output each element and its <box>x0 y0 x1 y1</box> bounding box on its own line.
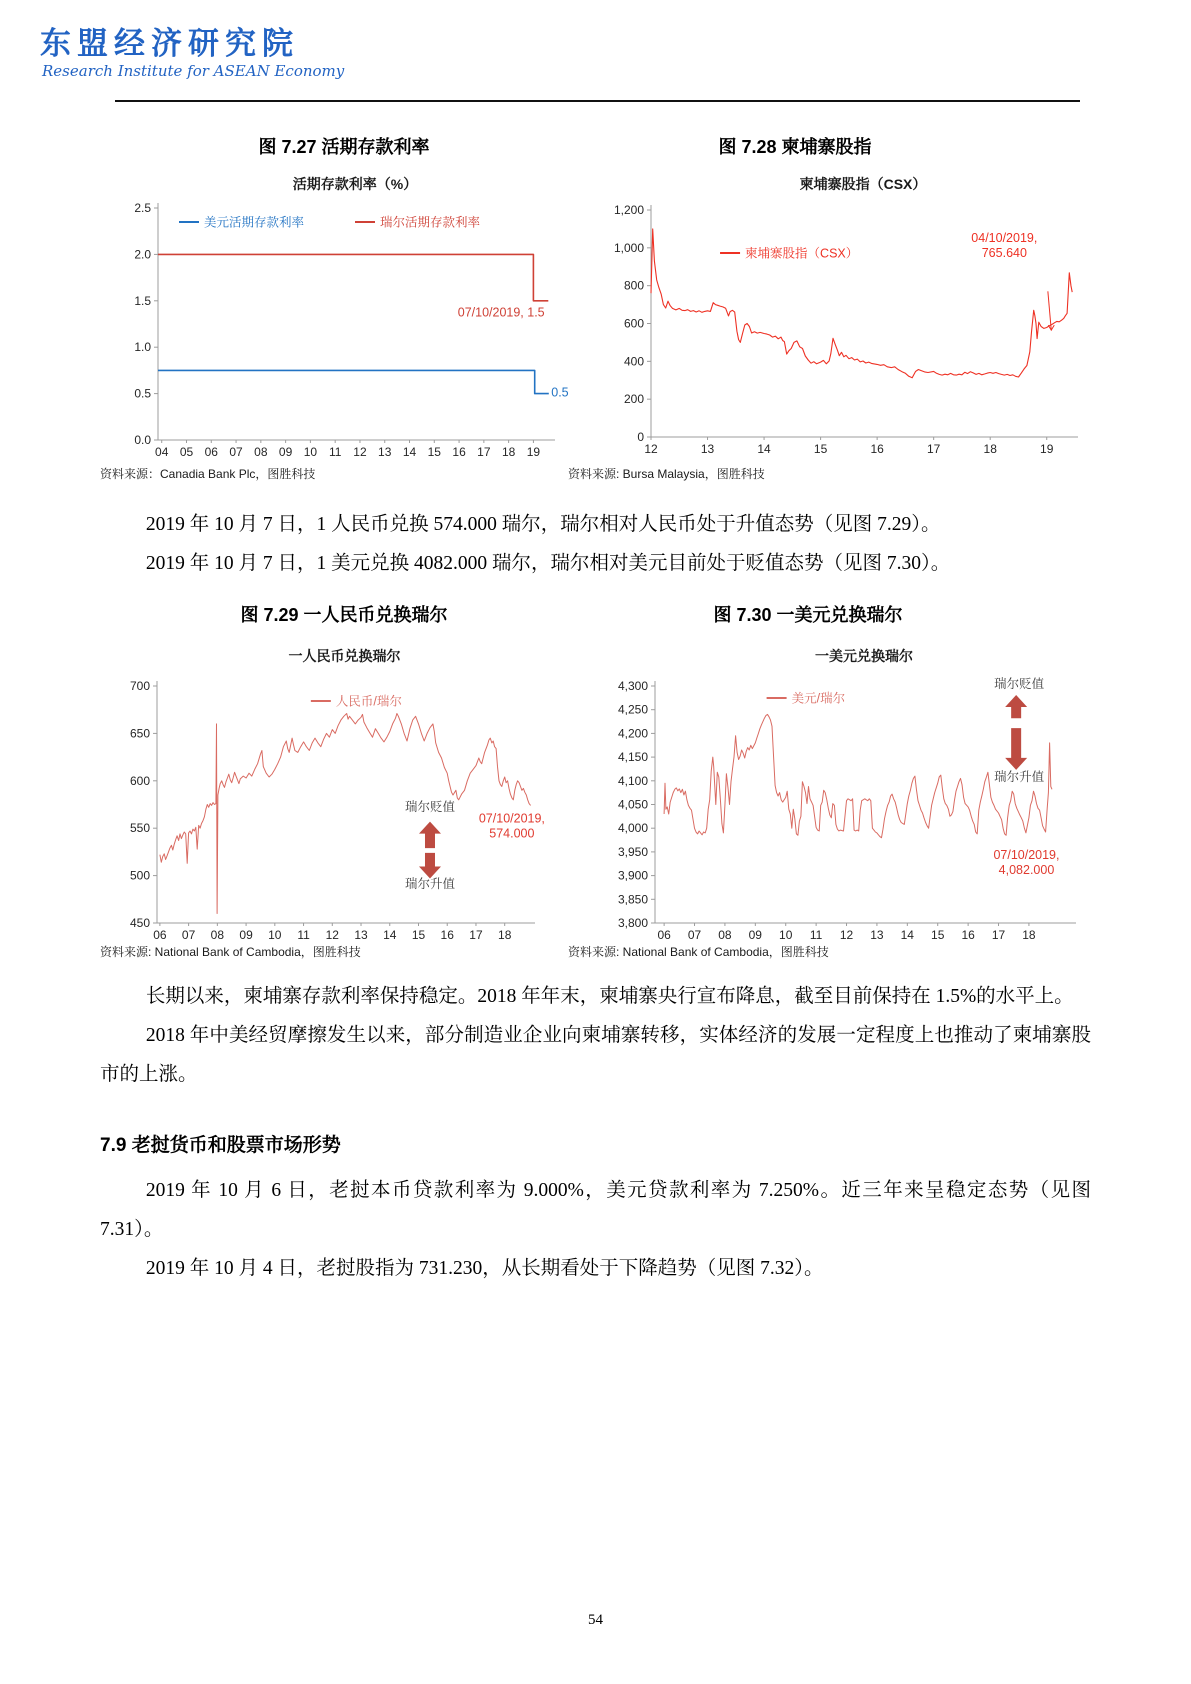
svg-text:16: 16 <box>870 442 884 456</box>
svg-text:16: 16 <box>961 928 975 942</box>
svg-text:600: 600 <box>129 773 150 788</box>
svg-text:瑞尔活期存款利率: 瑞尔活期存款利率 <box>380 215 481 230</box>
svg-text:12: 12 <box>644 442 658 456</box>
svg-text:600: 600 <box>623 316 644 331</box>
svg-text:4,050: 4,050 <box>617 797 648 812</box>
figures-row-2 <box>0 603 1191 961</box>
svg-text:15: 15 <box>411 928 426 942</box>
svg-text:04: 04 <box>155 445 169 459</box>
svg-text:08: 08 <box>718 928 732 942</box>
svg-text:18: 18 <box>1022 928 1036 942</box>
svg-text:07/10/2019,: 07/10/2019, <box>993 848 1060 863</box>
figure-caption-7-27: 图 7.27 活期存款利率 <box>258 137 430 157</box>
svg-text:13: 13 <box>870 928 884 942</box>
svg-text:16: 16 <box>452 445 466 459</box>
figure-caption-7-30: 图 7.30 一美元兑换瑞尔 <box>713 605 903 625</box>
svg-text:18: 18 <box>983 442 997 456</box>
svg-text:13: 13 <box>700 442 715 456</box>
svg-text:06: 06 <box>657 928 671 942</box>
svg-text:4,200: 4,200 <box>617 726 648 741</box>
svg-text:500: 500 <box>129 868 150 883</box>
svg-text:4,000: 4,000 <box>617 821 648 836</box>
svg-text:人民币/瑞尔: 人民币/瑞尔 <box>335 694 402 709</box>
svg-text:0.5: 0.5 <box>551 385 569 400</box>
svg-text:美元/瑞尔: 美元/瑞尔 <box>791 691 846 706</box>
svg-text:07/10/2019, 1.5: 07/10/2019, 1.5 <box>457 305 545 320</box>
svg-text:3,950: 3,950 <box>617 844 648 859</box>
institute-logo-subtitle: Research Institute for ASEAN Economy <box>42 62 345 80</box>
svg-text:3,850: 3,850 <box>617 892 648 907</box>
paragraph-trade-friction: 2018 年中美经贸摩擦发生以来，部分制造业企业向柬埔寨转移，实体经济的发展一定程度上也推动了柬埔寨股市的上涨。 <box>100 1025 1091 1085</box>
figure-caption-7-28: 图 7.28 柬埔寨股指 <box>718 137 872 157</box>
svg-text:13: 13 <box>354 928 368 942</box>
svg-text:1.5: 1.5 <box>134 293 151 308</box>
svg-text:17: 17 <box>469 928 483 942</box>
svg-text:450: 450 <box>129 916 150 930</box>
svg-text:0: 0 <box>637 430 644 444</box>
svg-text:08: 08 <box>254 445 268 459</box>
svg-text:11: 11 <box>809 928 823 942</box>
svg-text:4,100: 4,100 <box>617 773 648 788</box>
figure-7-27 <box>100 135 569 483</box>
page-number: 54 <box>588 1612 603 1628</box>
svg-text:18: 18 <box>498 928 512 942</box>
svg-text:4,082.000: 4,082.000 <box>998 863 1055 878</box>
svg-text:17: 17 <box>991 928 1006 942</box>
svg-text:美元活期存款利率: 美元活期存款利率 <box>204 215 305 230</box>
svg-text:瑞尔升值: 瑞尔升值 <box>994 769 1045 784</box>
deposit-rate-chart <box>100 163 569 463</box>
institute-logo: 东盟经济研究院 <box>40 26 299 62</box>
svg-text:06: 06 <box>153 928 167 942</box>
svg-text:4,250: 4,250 <box>617 702 648 717</box>
svg-text:1,000: 1,000 <box>613 240 644 255</box>
svg-text:12: 12 <box>839 928 854 942</box>
svg-text:574.000: 574.000 <box>489 826 535 841</box>
svg-text:18: 18 <box>501 445 516 459</box>
svg-text:15: 15 <box>931 928 945 942</box>
svg-text:09: 09 <box>748 928 762 942</box>
figure-7-28 <box>568 135 1088 483</box>
svg-text:650: 650 <box>129 726 150 741</box>
svg-text:07: 07 <box>181 928 196 942</box>
svg-text:活期存款利率（%）: 活期存款利率（%） <box>292 176 418 192</box>
svg-text:05: 05 <box>179 445 194 459</box>
svg-text:700: 700 <box>129 679 150 693</box>
svg-text:一美元兑换瑞尔: 一美元兑换瑞尔 <box>815 648 913 664</box>
svg-text:2.0: 2.0 <box>134 247 151 262</box>
svg-text:4,300: 4,300 <box>617 679 648 693</box>
svg-text:瑞尔贬值: 瑞尔贬值 <box>404 800 455 815</box>
header-divider <box>115 100 1080 102</box>
section-heading-7-9: 7.9 老挝货币和股票市场形势 <box>100 1135 341 1156</box>
svg-text:06: 06 <box>204 445 218 459</box>
svg-text:17: 17 <box>926 442 941 456</box>
svg-text:14: 14 <box>383 928 397 942</box>
svg-text:12: 12 <box>353 445 367 459</box>
paragraph-deposit-stability: 长期以来，柬埔寨存款利率保持稳定。2018 年年末，柬埔寨央行宣布降息，截至目前保持在 1.5%的水平上。 <box>145 986 1074 1007</box>
svg-text:04/10/2019,: 04/10/2019, <box>971 231 1038 246</box>
svg-text:3,900: 3,900 <box>617 868 648 883</box>
source-note-7-27: 资料来源：Canadia Bank Plc，图胜科技 <box>100 467 316 481</box>
source-note-7-28: 资料来源: Bursa Malaysia，图胜科技 <box>568 467 765 481</box>
svg-text:16: 16 <box>440 928 454 942</box>
paragraph-laos-rates: 2019 年 10 月 6 日，老挝本币贷款利率为 9.000%，美元贷款利率为 7.250%。近三年来呈稳定态势（见图 7.31）。 <box>100 1180 1091 1240</box>
svg-text:一人民币兑换瑞尔: 一人民币兑换瑞尔 <box>288 648 401 664</box>
svg-text:1,200: 1,200 <box>613 203 644 217</box>
paragraph-laos-index: 2019 年 10 月 4 日，老挝股指为 731.230，从长期看处于下降趋势（见图 7.32）。 <box>145 1258 824 1279</box>
svg-text:0.0: 0.0 <box>134 433 151 447</box>
svg-text:765.640: 765.640 <box>981 246 1027 261</box>
svg-text:800: 800 <box>623 278 644 293</box>
svg-text:07/10/2019,: 07/10/2019, <box>478 811 545 826</box>
svg-text:瑞尔升值: 瑞尔升值 <box>404 876 455 891</box>
svg-text:12: 12 <box>325 928 339 942</box>
svg-text:17: 17 <box>477 445 491 459</box>
svg-text:15: 15 <box>813 442 828 456</box>
svg-text:08: 08 <box>210 928 225 942</box>
svg-text:14: 14 <box>757 442 771 456</box>
svg-text:瑞尔贬值: 瑞尔贬值 <box>994 676 1045 691</box>
paragraph-riel-usd: 2019 年 10 月 7 日，1 美元兑换 4082.000 瑞尔，瑞尔相对美元目前处于贬值态势（见图 7.30）。 <box>145 553 951 574</box>
svg-text:2.5: 2.5 <box>134 201 151 215</box>
paragraph-riel-cny: 2019 年 10 月 7 日，1 人民币兑换 574.000 瑞尔，瑞尔相对人民币处于升值态势（见图 7.29）。 <box>145 514 941 535</box>
svg-text:11: 11 <box>328 445 342 459</box>
svg-text:15: 15 <box>427 445 441 459</box>
svg-text:柬埔寨股指（CSX）: 柬埔寨股指（CSX） <box>799 176 927 192</box>
figures-row-1 <box>0 135 1191 483</box>
figure-caption-7-29: 图 7.29 一人民币兑换瑞尔 <box>240 605 448 625</box>
figure-7-29 <box>100 603 560 961</box>
svg-text:柬埔寨股指（CSX）: 柬埔寨股指（CSX） <box>745 246 859 261</box>
svg-text:09: 09 <box>239 928 253 942</box>
svg-text:4,150: 4,150 <box>617 750 648 765</box>
svg-text:10: 10 <box>303 445 318 459</box>
svg-text:13: 13 <box>378 445 392 459</box>
svg-text:3,800: 3,800 <box>617 916 648 930</box>
svg-text:11: 11 <box>297 928 310 942</box>
svg-text:19: 19 <box>526 445 541 459</box>
figure-7-30 <box>568 603 1088 961</box>
cny-riel-chart <box>100 631 560 941</box>
svg-text:07: 07 <box>229 445 243 459</box>
svg-text:550: 550 <box>129 821 150 836</box>
svg-text:200: 200 <box>623 392 644 407</box>
source-note-7-29: 资料来源: National Bank of Cambodia，图胜科技 <box>100 945 361 959</box>
svg-text:0.5: 0.5 <box>134 386 151 401</box>
source-note-7-30: 资料来源: National Bank of Cambodia，图胜科技 <box>568 945 829 959</box>
svg-text:19: 19 <box>1040 442 1054 456</box>
svg-text:10: 10 <box>779 928 793 942</box>
csx-index-chart <box>568 163 1088 463</box>
svg-text:14: 14 <box>900 928 914 942</box>
svg-text:14: 14 <box>402 445 417 459</box>
svg-text:1.0: 1.0 <box>134 340 151 355</box>
svg-text:07: 07 <box>687 928 702 942</box>
svg-text:400: 400 <box>623 354 644 369</box>
usd-riel-chart <box>568 631 1088 941</box>
svg-text:09: 09 <box>278 445 293 459</box>
svg-text:10: 10 <box>268 928 282 942</box>
